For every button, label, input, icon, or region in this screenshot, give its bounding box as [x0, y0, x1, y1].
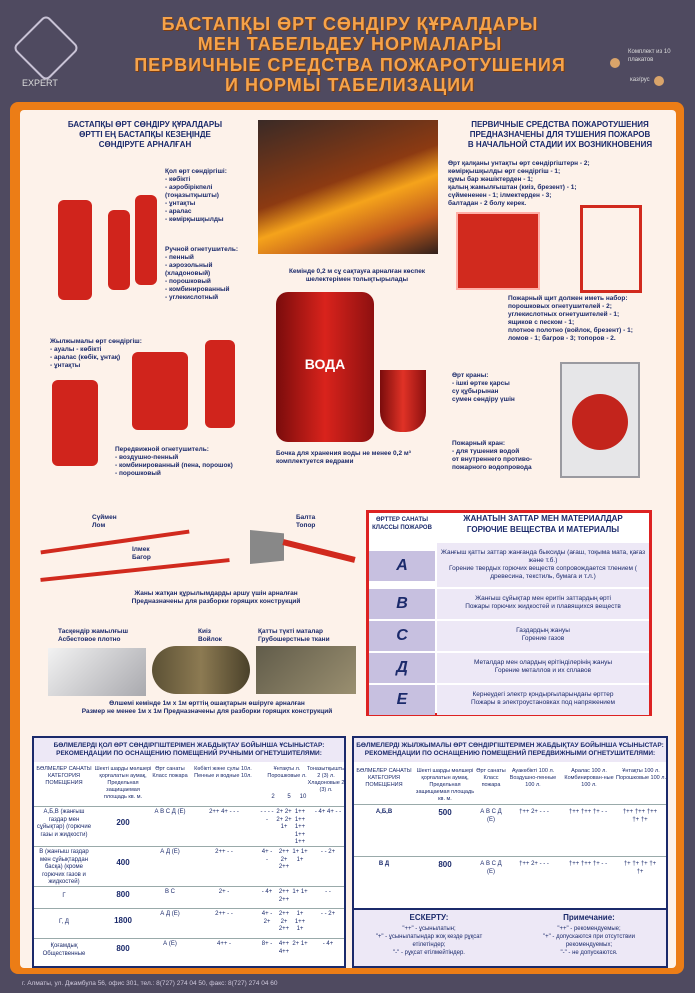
- fire-photo: [258, 120, 438, 254]
- sub-5: 5: [287, 794, 291, 800]
- axe-label: Балта Топор: [296, 514, 316, 529]
- col-foam: Көбікті және сулы 10л. Пенные и водные 10л.: [194, 766, 252, 779]
- title-kz-1: БАСТАПҚЫ ӨРТ СӨНДІРУ ҚҰРАЛДАРЫ: [161, 14, 539, 34]
- class-a-desc: Жанғыш қатты заттар жанғанда быксиды (ағаш, тоқыма мата, қағаз және т.б.) Горение твердых горючих веществ сопровождается тлением ( древесина, текстиль, бумага и т.л.): [437, 543, 649, 587]
- mobile-extinguisher-image: [132, 352, 188, 430]
- col-powder: Ұнтақты л. Порошковые л.: [267, 766, 307, 779]
- title-ru-1: ПЕРВИЧНЫЕ СРЕДСТВА ПОЖАРОТУШЕНИЯ: [134, 55, 566, 75]
- col-powder: Ұнтақты 100 л. Порошковые 100 л.: [616, 768, 666, 781]
- lang-label: каз/рус: [630, 77, 650, 83]
- coarse-label: Қатты түкті маталар Грубошерстные ткани: [258, 628, 330, 643]
- title-ru-2: И НОРМЫ ТАБЕЛИЗАЦИИ: [225, 75, 475, 95]
- cloth-note: Өлшемі кемінде 1м х 1м өрттің ошақтарын өшіруге арналған Размер не менее 1м х 1м Предназначены для разборки горящих конструкций: [81, 700, 333, 715]
- class-d-desc: Металдар мен олардың ерітінділерінің жануы Горение металлов и их сплавов: [437, 653, 649, 683]
- hydrant-kz: Өрт краны: - ішкі өртке қарсы су құбырынан сумен сөндіру үшін: [452, 372, 515, 403]
- barrel-image: [276, 292, 374, 442]
- legend-kz-head: ЕСКЕРТУ:: [409, 913, 449, 922]
- table-row: А,Б,В (жанғыш газдар мен сұйықтар) (горючие газы и жидкости) 200 А В С Д (Е) 2++ 4+ - - - - - - - - 2+ 2+ 2+ 2+ 1+ 1++ 1++ 1++ 1++ 1++ - 4+ 4+ - -: [34, 806, 344, 846]
- hand-ru: Ручной огнетушитель: - пенный - аэрозольный (хладоновый) - порошковый - комбинированный - углекислотный: [165, 246, 239, 301]
- board-ru: Пожарный щит должен иметь набор: порошковых огнетушителей - 2; углекислотных огнетушителей - 1; ящиков с песком - 1; плотное полотно (войлок, брезент) - 1; ломов - 1; багров - 3; топоров - 2.: [508, 295, 633, 342]
- class-a: А: [369, 551, 435, 581]
- kit-label: Комплект из 10 плакатов: [628, 49, 671, 63]
- axe-image: [250, 530, 284, 564]
- board-kz: Өрт қалқаны унтақты өрт сөндіргіштерн - 2; көмірқышқылды өрт сөндіргіш - 1; құмы бар жәшіктерден - 1; қалың жамылғыштан (киіз, брезент) - 1; сүймененен - 1; ілмектерден - 3; балтадан - 2 болу керек.: [448, 160, 590, 207]
- col-class: Өрт санаты Класс пожара: [152, 766, 188, 779]
- class-b-desc: Жанғыш сұйықтар мен еритін заттардың өрті Пожары горючих жидкостей и плавящихся веществ: [437, 589, 649, 619]
- title-kz-2: МЕН ТАБЕЛЬДЕУ НОРМАЛАРЫ: [197, 34, 503, 54]
- manual-extinguishers-table: [32, 736, 346, 968]
- hydrant-cabinet-image: [560, 362, 640, 478]
- manual-table-title: БӨЛМЕЛЕРДІ ҚОЛ ӨРТ СӨНДІРГІШТЕРІМЕН ЖАБДЫҚТАУ БОЙЫНША ҰСЫНЫСТАР: РЕКОМЕНДАЦИИ ПО ОСНАЩЕНИЮ ПОМЕЩЕНИЙ РУЧНЫМИ ОГНЕТУШИТЕЛЯМИ:: [34, 738, 344, 762]
- barrel-ru: Бочка для хранения воды не менее 0,2 м³ комплектуется ведрами: [276, 450, 411, 465]
- right-title: ПЕРВИЧНЫЕ СРЕДСТВА ПОЖАРОТУШЕНИЯ ПРЕДНАЗНАЧЕНЫ ДЛЯ ТУШЕНИЯ ПОЖАРОВ В НАЧАЛЬНОЙ СТАДИИ ИХ ВОЗНИКНОВЕНИЯ: [467, 120, 653, 149]
- extinguisher-image: [58, 200, 92, 300]
- class-d: Д: [369, 653, 435, 683]
- fire-board-image: [456, 212, 540, 290]
- asbestos-image: [48, 648, 146, 696]
- felt-label: Киіз Войлок: [198, 628, 222, 643]
- hook-label: Ілмек Багор: [132, 546, 151, 561]
- legend-ru-3: "-" - не допускаются.: [560, 950, 618, 956]
- asbestos-label: Тасқендір жамылғыш Асбестовое плотно: [58, 628, 129, 643]
- col-air-foam: Ауакөбікті 100 л. Воздушно-пенные 100 л.: [509, 768, 557, 788]
- felt-image: [152, 646, 250, 694]
- hydrant-ru: Пожарный кран: - для тушения водой от внутреннего противо- пожарного водопровода: [452, 440, 532, 471]
- col-halon: Тоназытқышты 2 (3) л. Хладоновые 2 (3) л.: [306, 766, 346, 793]
- col-combined: Аралас 100 л. Комбинирован-ные 100 л.: [564, 768, 614, 788]
- fire-stand-image: [580, 205, 642, 293]
- hand-kz: Қол өрт сөндіргіші: - көбікті - аэробірікпелі (тоңазытқышты) - ұнтақты - аралас - көмірқышқылды: [165, 168, 227, 223]
- table-row: В (жанғыш газдар мен сұйықтардан басқа) (кроме горючих газов и жидкостей) 400 А Д (Е) 2++ - - 4+ - - 2++ 2+ 2++ 1+ 1+ 1+ - - 2+: [34, 846, 344, 886]
- legend-kz-2: "+" - ұсынылатындар жоқ кезде рұқсат етілетіндер;: [375, 934, 483, 948]
- fire-classes-table: [366, 510, 652, 716]
- class-c: С: [369, 621, 435, 651]
- barrel-kz: Кемінде 0,2 м сұ сақтауға арналған көспек шелектерімен толықтырылады: [288, 268, 426, 283]
- legend-kz-3: "-" - рұқсат етілмейтіндер.: [393, 950, 465, 956]
- dot-icon: [654, 76, 664, 86]
- legend-ru-head: Примечание:: [563, 913, 615, 922]
- table-row: Г, Д 1800 А Д (Е) 2++ - - 4+ - 2+ 2++ 2+ 2++ 1+ 1++ 1+ - - 2+: [34, 908, 344, 938]
- classes-header-1: ӨРТТЕР САНАТЫ КЛАССЫ ПОЖАРОВ: [372, 517, 432, 531]
- col-class: Өрт санаты Класс пожара: [476, 768, 506, 788]
- coarse-cloth-image: [256, 646, 356, 694]
- class-e-desc: Кернеудегі электр қондырғыларындағы өрттер Пожары в электроустановках под напряжением: [437, 685, 649, 715]
- logo-text: EXPERT: [22, 78, 58, 88]
- class-c-desc: Газдардың жануы Горение газов: [437, 621, 649, 651]
- table-row: Қоғамдық Общественные 800 А (Е) 4++ - 8+ - 4++ 4++ 2+ 1+ - 4+: [34, 938, 344, 966]
- crowbar-label: Сүймен Лом: [92, 514, 117, 529]
- dot-icon: [610, 58, 620, 68]
- logo-icon: [12, 14, 80, 82]
- header: [0, 0, 695, 100]
- class-e: Е: [369, 685, 435, 715]
- sub-10: 10: [299, 794, 307, 800]
- mobile-table-title: БӨЛМЕЛЕРДІ ЖЫЛЖЫМАЛЫ ӨРТ СӨНДІРГІШТЕРІМЕН ЖАБДЫҚТАУ БОЙЫНША ҰСЫНЫСТАР: РЕКОМЕНДАЦИИ ПО ОСНАЩЕНИЮ ПОМЕЩЕНИЙ ПЕРЕДВИЖНЫМИ ОГНЕТУШИТЕЛЯМИ:: [354, 738, 666, 762]
- table-row: Г 800 В С 2+ - - 4+ 2++ 2++ 1+ 1+ - -: [34, 886, 344, 908]
- mobile-extinguisher-image: [52, 380, 98, 466]
- classes-header-2: ЖАНАТЫН ЗАТТАР МЕН МАТЕРИАЛДАР ГОРЮЧИЕ ВЕЩЕСТВА И МАТЕРИАЛЫ: [463, 514, 623, 534]
- extinguisher-image: [135, 195, 157, 285]
- mobile-kz: Жылжымалы өрт сөндіргіш: - ауалы - көбікті - аралас (көбік, ұнтақ) - ұнтақты: [50, 338, 142, 369]
- table-row: А,Б,В 500 А В С Д (Е) †++ 2+ - - - †++ †++ †+ - - †++ †++ †++ †+ †+: [354, 804, 666, 852]
- legend-kz-1: "++" - ұсынылатын;: [402, 926, 456, 932]
- mobile-ru: Передвижной огнетушитель: - воздушно-пенный - комбинированный (пена, порошок) - порошковый: [115, 446, 233, 477]
- class-b: В: [369, 589, 435, 619]
- left-title: БАСТАПҚЫ ӨРТ СӨНДІРУ ҚҰРАЛДАРЫ ӨРТТІ ЕҢ БАСТАПҚЫ КЕЗЕҢІНДЕ СӨНДІРУГЕ АРНАЛҒАН: [67, 120, 223, 149]
- mobile-extinguishers-table: [352, 736, 668, 968]
- hose-icon: [572, 394, 628, 450]
- legend: [354, 908, 666, 966]
- tools-note: Жаны жатқан құрылымдарды аршу үшін арналған Предназначены для разборки горящих конструкций: [131, 590, 301, 605]
- footer-address: г. Алматы, ул. Джамбула 56, офис 301, тел.: 8(727) 274 04 50, факс: 8(727) 274 04 60: [22, 980, 278, 987]
- sub-2: 2: [271, 794, 275, 800]
- col-area: Шекті шарды мөлшері қорғалатын аумақ, Предельная защищаемая площадь кв. м.: [94, 766, 152, 800]
- table-row: В Д 800 А В С Д (Е) †++ 2+ - - - †++ †++ †+ - - †+ †+ †+ †+ †+: [354, 856, 666, 906]
- barrel-label: ВОДА: [304, 356, 346, 372]
- col-area: Шекті шарды мөлшері қорғалатын аумақ, Предельная защищаемая площадь кв. м.: [415, 768, 475, 802]
- col-category: БӨЛМЕЛЕР САНАТЫ КАТЕГОРИЯ ПОМЕЩЕНИЯ: [36, 766, 92, 786]
- col-category: БӨЛМЕЛЕР САНАТЫ КАТЕГОРИЯ ПОМЕЩЕНИЯ: [356, 768, 412, 788]
- bucket-image: [380, 370, 426, 432]
- extinguisher-image: [108, 210, 130, 290]
- legend-ru-2: "+" - допускаются при отсутствии рекомендуемых;: [543, 934, 635, 948]
- legend-ru-1: "++" - рекомендуемые;: [557, 926, 621, 932]
- mobile-extinguisher-image: [205, 340, 235, 428]
